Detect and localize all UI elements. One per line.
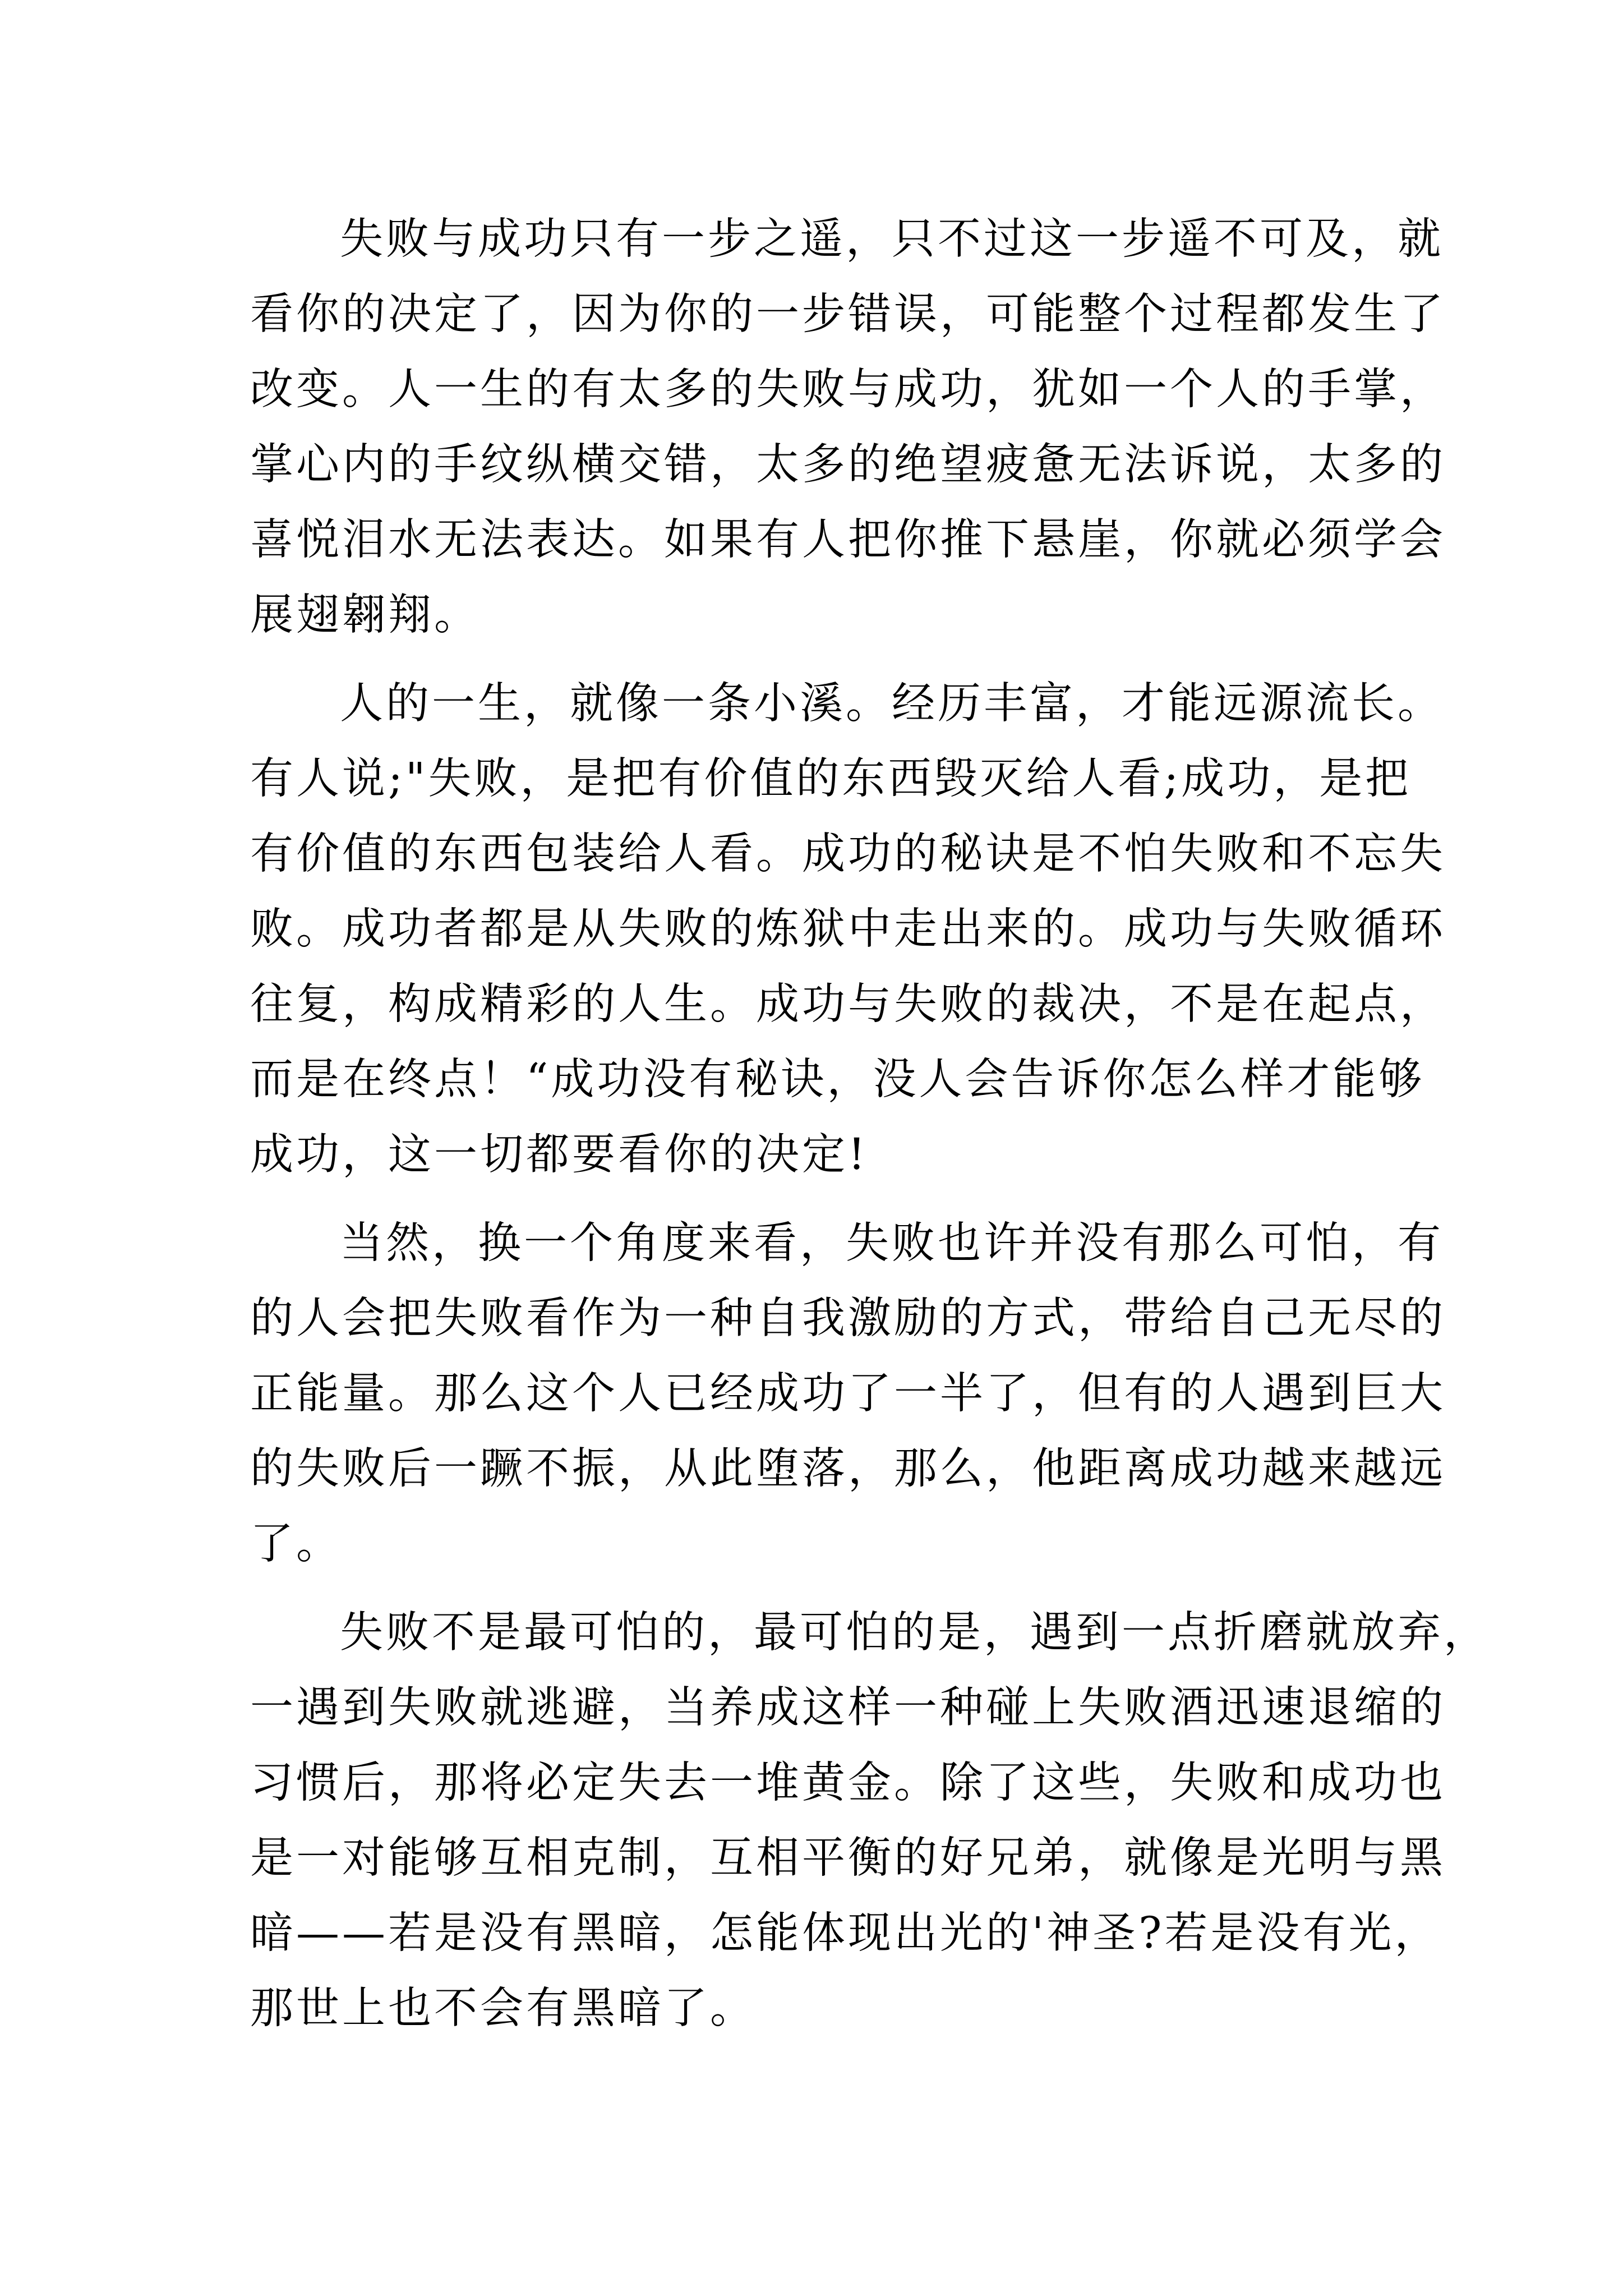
paragraph-2 [250,666,1446,1193]
document-body [250,202,1490,2060]
paragraph-line: 喜悦泪水无法表达。如果有人把你推下悬崖，你就必须学会 [250,515,1446,565]
paragraph-line: 改变。人一生的有太多的失败与成功，犹如一个人的手掌， [250,365,1446,415]
paragraph-line: 成功，这一切都要看你的决定! [250,1130,868,1180]
paragraph-1 [250,202,1446,653]
paragraph-line: 的失败后一蹶不振，从此堕落，那么，他距离成功越来越远 [250,1444,1446,1494]
paragraph-line: 当然，换一个角度来看，失败也许并没有那么可怕，有 [340,1218,1444,1268]
paragraph-line: 正能量。那么这个人已经成功了一半了，但有的人遇到巨大 [250,1369,1446,1419]
paragraph-line: 的人会把失败看作为一种自我激励的方式，带给自己无尽的 [250,1294,1446,1343]
paragraph-line: 一遇到失败就逃避，当养成这样一种碰上失败酒迅速退缩的 [250,1683,1446,1733]
paragraph-line: 掌心内的手纹纵横交错，太多的绝望疲惫无法诉说，太多的 [250,440,1446,490]
paragraph-4 [250,1595,1490,2046]
paragraph-line: 有价值的东西包装给人看。成功的秘诀是不怕失败和不忘失 [250,829,1446,879]
paragraph-line: 而是在终点！“成功没有秘诀，没人会告诉你怎么样才能够 [250,1055,1425,1105]
paragraph-3 [250,1206,1446,1582]
paragraph-line: 暗——若是没有黑暗，怎能体现出光的'神圣?若是没有光， [250,1908,1441,1958]
paragraph-line: 看你的决定了，因为你的一步错误，可能整个过程都发生了 [250,289,1446,339]
paragraph-line: 那世上也不会有黑暗了。 [250,1984,756,2033]
paragraph-line: 了。 [250,1519,342,1569]
paragraph-line: 有人说;"失败，是把有价值的东西毁灭给人看;成功，是把 [250,754,1412,804]
paragraph-line: 往复，构成精彩的人生。成功与失败的裁决，不是在起点， [250,979,1446,1029]
paragraph-line: 人的一生，就像一条小溪。经历丰富，才能远源流长。 [340,679,1444,729]
paragraph-line: 败。成功者都是从失败的炼狱中走出来的。成功与失败循环 [250,904,1446,954]
paragraph-line: 失败与成功只有一步之遥，只不过这一步遥不可及，就 [340,214,1444,264]
paragraph-line: 习惯后，那将必定失去一堆黄金。除了这些，失败和成功也 [250,1758,1446,1808]
paragraph-line: 展翅翱翔。 [250,590,480,640]
paragraph-line: 是一对能够互相克制，互相平衡的好兄弟，就像是光明与黑 [250,1833,1446,1883]
paragraph-line: 失败不是最可怕的，最可怕的是，遇到一点折磨就放弃， [340,1608,1490,1658]
